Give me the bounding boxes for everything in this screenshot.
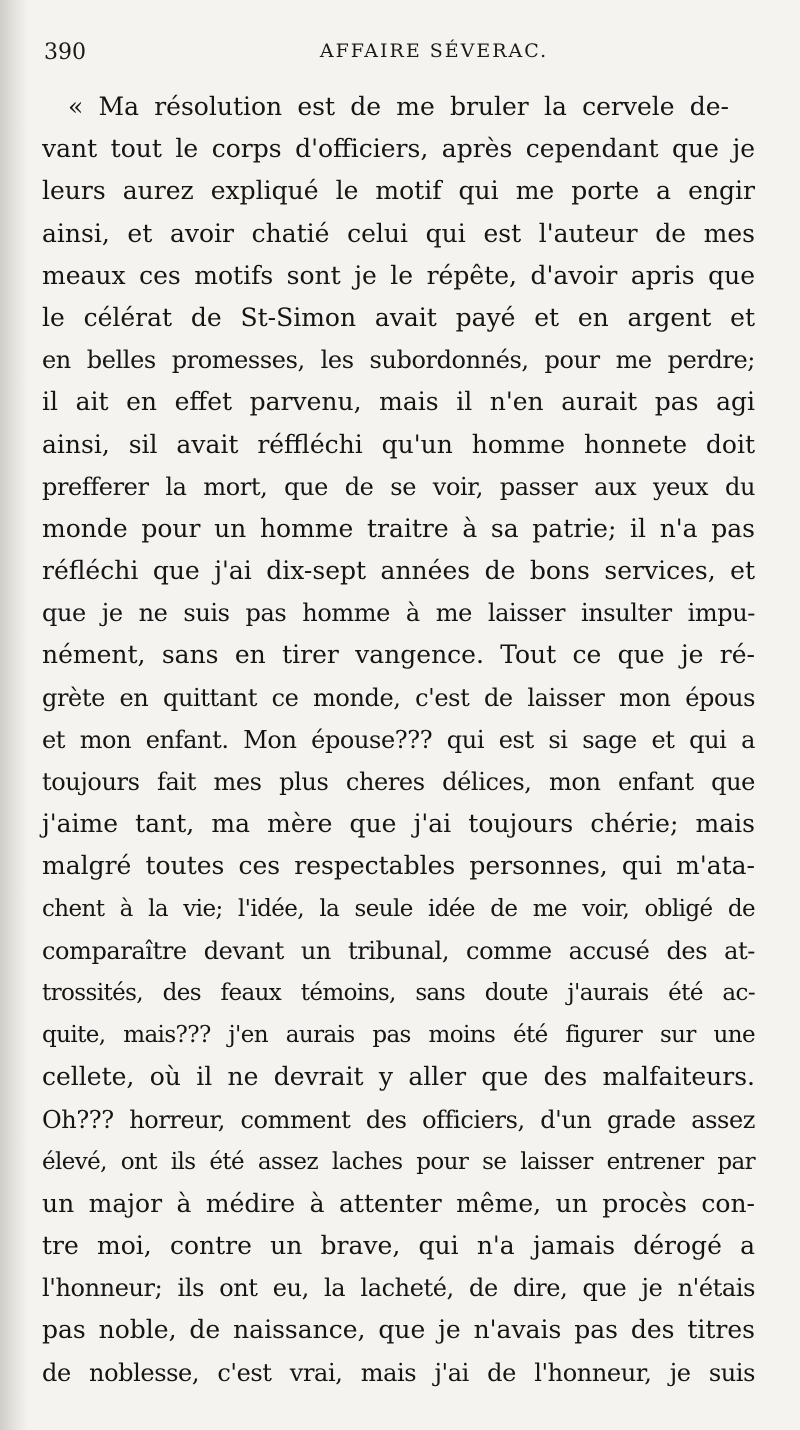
text-line: le célérat de St-Simon avait payé et en argent et bbox=[42, 302, 755, 332]
text-line: chent à la vie; l'idée, la seule idée de me voir, obligé de bbox=[42, 895, 755, 922]
text-line: vant tout le corps d'officiers, après cependant que je bbox=[42, 134, 755, 164]
text-line: en belles promesses, les subordonnés, pour me perdre; bbox=[42, 346, 755, 375]
body-text bbox=[42, 86, 755, 1394]
running-title: AFFAIRE SÉVERAC. bbox=[319, 40, 549, 62]
text-line: leurs aurez expliqué le motif qui me porte a engir bbox=[42, 176, 755, 206]
page-header bbox=[44, 40, 764, 80]
text-line: grète en quittant ce monde, c'est de laisser mon épous bbox=[42, 683, 755, 712]
text-line: pas noble, de naissance, que je n'avais pas des titres bbox=[42, 1315, 755, 1345]
text-line: et mon enfant. Mon épouse??? qui est si sage et qui a bbox=[42, 725, 755, 754]
text-line: comparaître devant un tribunal, comme accusé des at- bbox=[42, 936, 755, 965]
text-line: un major à médire à attenter même, un procès con- bbox=[42, 1188, 755, 1218]
text-line: l'honneur; ils ont eu, la lacheté, de dire, que je n'étais bbox=[42, 1274, 755, 1303]
text-line: meaux ces motifs sont je le répête, d'avoir apris que bbox=[42, 260, 755, 290]
text-line: nément, sans en tirer vangence. Tout ce que je ré- bbox=[42, 640, 755, 670]
text-line: prefferer la mort, que de se voir, passer aux yeux du bbox=[42, 472, 755, 501]
text-line: réfléchi que j'ai dix-sept années de bons services, et bbox=[42, 556, 755, 586]
text-line: cellete, où il ne devrait y aller que des malfaiteurs. bbox=[42, 1062, 755, 1092]
text-line: malgré toutes ces respectables personnes, qui m'ata- bbox=[42, 851, 755, 881]
text-line: élevé, ont ils été assez laches pour se laisser entrener par bbox=[42, 1148, 755, 1175]
text-line: monde pour un homme traitre à sa patrie; il n'a pas bbox=[42, 513, 755, 543]
text-line: que je ne suis pas homme à me laisser insulter impu- bbox=[42, 599, 755, 628]
text-line: trossités, des feaux témoins, sans doute j'aurais été ac- bbox=[42, 979, 755, 1006]
page-gutter-shadow bbox=[0, 0, 28, 1430]
text-line: quite, mais??? j'en aurais pas moins été figurer sur une bbox=[42, 1022, 755, 1049]
text-line: ainsi, sil avait réffléchi qu'un homme honnete doit bbox=[42, 429, 755, 459]
text-line: il ait en effet parvenu, mais il n'en aurait pas agi bbox=[42, 387, 755, 417]
text-line: j'aime tant, ma mère que j'ai toujours chérie; mais bbox=[42, 809, 755, 839]
page-number: 390 bbox=[44, 40, 86, 65]
text-line: toujours fait mes plus cheres délices, mon enfant que bbox=[42, 768, 755, 796]
text-line: tre moi, contre un brave, qui n'a jamais dérogé a bbox=[42, 1231, 755, 1261]
text-line: de noblesse, c'est vrai, mais j'ai de l'honneur, je suis bbox=[42, 1358, 755, 1387]
text-line: « Ma résolution est de me bruler la cervele de- bbox=[68, 92, 729, 121]
text-line: ainsi, et avoir chatié celui qui est l'auteur de mes bbox=[42, 218, 755, 248]
text-line: Oh??? horreur, comment des officiers, d'un grade assez bbox=[42, 1105, 755, 1134]
